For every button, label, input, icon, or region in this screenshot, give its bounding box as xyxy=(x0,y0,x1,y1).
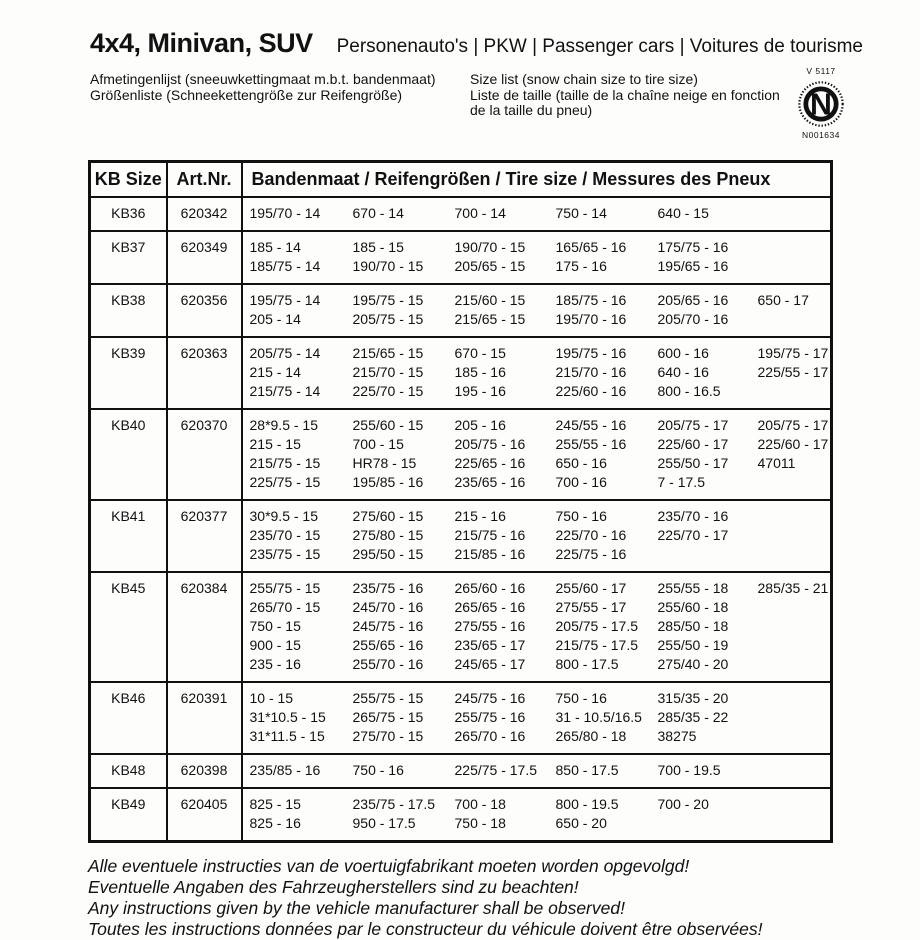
tire-size-value: 255/50 - 17 xyxy=(657,454,729,471)
tire-size-value: 235/70 - 16 xyxy=(657,507,729,524)
tire-size-value: 215/70 - 16 xyxy=(555,363,627,380)
tire-size-value: 190/70 - 15 xyxy=(454,238,526,255)
tire-size-value: 225/60 - 17 xyxy=(757,435,829,452)
tire-size-value: 195/65 - 16 xyxy=(657,257,729,274)
tire-size-value: 265/70 - 15 xyxy=(249,598,321,615)
tire-size-line xyxy=(250,291,831,310)
tire-sizes-cell xyxy=(242,409,832,500)
tire-size-value: 750 - 14 xyxy=(555,204,607,221)
tire-size-value: 185 - 15 xyxy=(352,238,404,255)
tire-size-value: 285/50 - 18 xyxy=(657,617,729,634)
tire-size-value: 950 - 17.5 xyxy=(352,814,416,831)
art-nr-cell: 620391 xyxy=(167,682,242,754)
art-nr-cell: 620349 xyxy=(167,231,242,284)
cert-code-bottom: N001634 xyxy=(801,130,840,140)
tire-size-value: 255/75 - 15 xyxy=(249,579,321,596)
table-row xyxy=(90,337,832,409)
table-row xyxy=(90,572,832,682)
tire-size-value: 225/60 - 17 xyxy=(657,435,729,452)
cert-code-top: V 5117 xyxy=(806,66,836,76)
table-row xyxy=(90,409,832,500)
art-nr-cell: 620356 xyxy=(167,284,242,337)
tire-size-value: 215 - 15 xyxy=(249,435,301,452)
tire-size-value: 255/75 - 15 xyxy=(352,689,424,706)
tire-size-value: 205 - 14 xyxy=(249,310,301,327)
kb-size-cell: KB48 xyxy=(90,754,167,788)
tire-size-value: 255/75 - 16 xyxy=(454,708,526,725)
description-line: Liste de taille (taille de la chaîne neige en fonction xyxy=(470,86,780,103)
kb-size-column-header: KB Size xyxy=(90,162,167,197)
tire-size-value: 205/70 - 16 xyxy=(657,310,729,327)
tire-size-line xyxy=(250,545,831,564)
tire-size-line xyxy=(250,795,831,814)
tire-size-value: 225/55 - 17 xyxy=(757,363,829,380)
art-nr-cell: 620342 xyxy=(167,197,242,231)
tire-size-value: 235/70 - 15 xyxy=(249,526,321,543)
tire-size-value: 175/75 - 16 xyxy=(657,238,729,255)
tire-size-value: 225/60 - 16 xyxy=(555,382,627,399)
tire-size-line xyxy=(250,435,831,454)
tire-size-line xyxy=(250,416,831,435)
tire-size-value: 750 - 16 xyxy=(555,507,607,524)
cert-mark-letter: N xyxy=(810,88,832,122)
table-header-row xyxy=(90,162,832,197)
tire-size-value: 245/75 - 16 xyxy=(352,617,424,634)
tire-size-value: 215/75 - 16 xyxy=(454,526,526,543)
tire-size-value: 7 - 17.5 xyxy=(657,473,705,490)
tire-size-value: 700 - 18 xyxy=(454,795,506,812)
tire-size-value: 285/35 - 21 xyxy=(757,579,829,596)
tire-size-value: 700 - 14 xyxy=(454,204,506,221)
tire-size-value: 205/75 - 16 xyxy=(454,435,526,452)
table-row xyxy=(90,231,832,284)
tire-size-value: 175 - 16 xyxy=(555,257,607,274)
tire-size-line xyxy=(250,761,831,780)
size-table xyxy=(88,160,833,843)
tire-size-value: 215/75 - 17.5 xyxy=(555,636,639,653)
kb-size-cell: KB39 xyxy=(90,337,167,409)
kb-size-cell: KB37 xyxy=(90,231,167,284)
tire-size-line xyxy=(250,507,831,526)
footer-note-line: Eventuelle Angaben des Fahrzeugherstellers sind zu beachten! xyxy=(88,876,579,897)
tire-size-value: 10 - 15 xyxy=(249,689,294,706)
tire-size-value: 195/70 - 14 xyxy=(249,204,321,221)
tire-sizes-cell xyxy=(242,682,832,754)
tire-size-value: 225/75 - 17.5 xyxy=(454,761,538,778)
tire-size-value: 275/55 - 16 xyxy=(454,617,526,634)
footer-notes xyxy=(88,856,920,940)
tire-size-value: 315/35 - 20 xyxy=(657,689,729,706)
table-row xyxy=(90,788,832,842)
kb-size-cell: KB46 xyxy=(90,682,167,754)
tire-size-value: 195/75 - 17 xyxy=(757,344,829,361)
tire-size-value: 750 - 16 xyxy=(352,761,404,778)
tire-size-line xyxy=(250,708,831,727)
art-nr-cell: 620384 xyxy=(167,572,242,682)
tire-size-value: 28*9.5 - 15 xyxy=(249,416,318,433)
kb-size-cell: KB40 xyxy=(90,409,167,500)
tire-size-value: 700 - 20 xyxy=(657,795,709,812)
tire-size-value: 825 - 16 xyxy=(249,814,301,831)
table-row xyxy=(90,197,832,231)
tire-size-value: 30*9.5 - 15 xyxy=(249,507,318,524)
tire-size-value: 195/75 - 14 xyxy=(249,291,321,308)
tire-size-value: 225/70 - 15 xyxy=(352,382,424,399)
tire-size-value: 215/60 - 15 xyxy=(454,291,526,308)
tire-size-line xyxy=(250,204,831,223)
tire-size-value: 700 - 19.5 xyxy=(657,761,721,778)
tire-size-value: 195/70 - 16 xyxy=(555,310,627,327)
tire-size-value: 700 - 15 xyxy=(352,435,404,452)
tire-sizes-cell xyxy=(242,231,832,284)
tire-size-value: 225/70 - 16 xyxy=(555,526,627,543)
description-line: Size list (snow chain size to tire size) xyxy=(470,71,698,87)
tire-size-value: 255/60 - 18 xyxy=(657,598,729,615)
tire-size-value: 750 - 18 xyxy=(454,814,506,831)
tire-size-value: 205/75 - 17 xyxy=(657,416,729,433)
tire-size-value: 640 - 16 xyxy=(657,363,709,380)
description-line: de la taille du pneu) xyxy=(470,102,593,118)
tire-size-value: 195/75 - 15 xyxy=(352,291,424,308)
tire-size-line xyxy=(250,238,831,257)
tire-size-value: 700 - 16 xyxy=(555,473,607,490)
tire-size-value: 235/65 - 16 xyxy=(454,473,526,490)
tire-size-value: 275/80 - 15 xyxy=(352,526,424,543)
tire-size-value: 650 - 17 xyxy=(757,291,809,308)
tire-size-value: 245/75 - 16 xyxy=(454,689,526,706)
tire-size-line xyxy=(250,617,831,636)
tire-size-value: 215/65 - 15 xyxy=(352,344,424,361)
tire-size-value: 215/85 - 16 xyxy=(454,545,526,562)
tire-size-line xyxy=(250,363,831,382)
tire-size-value: 670 - 14 xyxy=(352,204,404,221)
tire-size-value: 235 - 16 xyxy=(249,655,301,672)
page-subtitle: Personenauto's | PKW | Passenger cars | Voitures de tourisme xyxy=(336,36,863,57)
description-right xyxy=(470,72,788,141)
tire-size-value: 295/50 - 15 xyxy=(352,545,424,562)
tire-size-line xyxy=(250,598,831,617)
tire-sizes-cell xyxy=(242,572,832,682)
tire-size-line xyxy=(250,579,831,598)
kb-size-cell: KB36 xyxy=(90,197,167,231)
tire-sizes-cell xyxy=(242,337,832,409)
tire-size-value: 185 - 14 xyxy=(249,238,301,255)
tire-size-value: 800 - 19.5 xyxy=(555,795,619,812)
tire-size-value: 225/65 - 16 xyxy=(454,454,526,471)
tire-size-value: 800 - 16.5 xyxy=(657,382,721,399)
tire-size-value: 205/75 - 14 xyxy=(249,344,321,361)
tire-size-line xyxy=(250,727,831,746)
tire-size-value: 265/60 - 16 xyxy=(454,579,526,596)
tire-size-value: 225/75 - 15 xyxy=(249,473,321,490)
tire-size-value: 670 - 15 xyxy=(454,344,506,361)
tire-size-value: 215/75 - 14 xyxy=(249,382,321,399)
description-line: Größenliste (Schneekettengröße zur Reifengröße) xyxy=(90,86,403,103)
description-row xyxy=(90,66,920,141)
footer-note-line: Toutes les instructions données par le constructeur du véhicule doivent être observées! xyxy=(88,918,763,939)
description-left xyxy=(90,72,470,141)
tire-size-value: 245/55 - 16 xyxy=(555,416,627,433)
table-row xyxy=(90,500,832,572)
tire-size-value: 900 - 15 xyxy=(249,636,301,653)
tire-size-value: 31*10.5 - 15 xyxy=(249,708,326,725)
tire-size-value: 205 - 16 xyxy=(454,416,506,433)
description-line: Afmetingenlijst (sneeuwkettingmaat m.b.t. bandenmaat) xyxy=(90,71,436,87)
tire-size-value: 235/65 - 17 xyxy=(454,636,526,653)
tire-size-value: 215 - 14 xyxy=(249,363,301,380)
tire-size-value: 205/65 - 15 xyxy=(454,257,526,274)
tire-size-line xyxy=(250,636,831,655)
tire-size-value: 255/55 - 16 xyxy=(555,435,627,452)
certification-block xyxy=(790,66,852,141)
tire-size-value: 265/80 - 18 xyxy=(555,727,627,744)
tire-size-line xyxy=(250,526,831,545)
onorm-certification-mark-icon xyxy=(795,78,847,130)
tire-size-line xyxy=(250,689,831,708)
art-nr-cell: 620363 xyxy=(167,337,242,409)
tire-size-value: 215 - 16 xyxy=(454,507,506,524)
tire-size-value: 255/70 - 16 xyxy=(352,655,424,672)
tire-size-value: 215/70 - 15 xyxy=(352,363,424,380)
tire-size-line xyxy=(250,310,831,329)
tire-sizes-cell xyxy=(242,788,832,842)
table-row xyxy=(90,754,832,788)
tire-size-value: 275/60 - 15 xyxy=(352,507,424,524)
footer-note-line: Any instructions given by the vehicle manufacturer shall be observed! xyxy=(88,897,625,918)
tire-size-value: 235/75 - 15 xyxy=(249,545,321,562)
tire-size-value: 31*11.5 - 15 xyxy=(249,727,325,744)
art-nr-cell: 620398 xyxy=(167,754,242,788)
document-header xyxy=(90,28,863,59)
tire-size-line xyxy=(250,382,831,401)
tire-size-value: 195 - 16 xyxy=(454,382,506,399)
tire-size-line xyxy=(250,655,831,674)
tire-size-value: 245/70 - 16 xyxy=(352,598,424,615)
tire-size-value: 850 - 17.5 xyxy=(555,761,619,778)
tire-size-value: 255/65 - 16 xyxy=(352,636,424,653)
tire-size-value: 195/75 - 16 xyxy=(555,344,627,361)
tire-size-line xyxy=(250,344,831,363)
kb-size-cell: KB45 xyxy=(90,572,167,682)
tire-sizes-cell xyxy=(242,754,832,788)
tire-size-line xyxy=(250,257,831,276)
tire-size-value: 750 - 15 xyxy=(249,617,301,634)
tire-size-value: 47011 xyxy=(757,454,796,471)
tire-size-value: 275/70 - 15 xyxy=(352,727,424,744)
art-nr-cell: 620377 xyxy=(167,500,242,572)
tire-size-value: 265/75 - 15 xyxy=(352,708,424,725)
tire-size-value: 38275 xyxy=(657,727,697,744)
size-table-header xyxy=(90,162,832,197)
tire-size-value: 225/75 - 16 xyxy=(555,545,627,562)
footer-note-line: Alle eventuele instructies van de voertuigfabrikant moeten worden opgevolgd! xyxy=(88,855,690,876)
tire-size-value: 285/35 - 22 xyxy=(657,708,729,725)
tire-size-value: 205/65 - 16 xyxy=(657,291,729,308)
size-table-body xyxy=(90,197,832,842)
tire-size-value: 31 - 10.5/16.5 xyxy=(555,708,642,725)
page-title: 4x4, Minivan, SUV xyxy=(90,28,313,58)
tire-size-value: 800 - 17.5 xyxy=(555,655,619,672)
tire-sizes-column-header: Bandenmaat / Reifengrößen / Tire size / Messures des Pneux xyxy=(242,162,832,197)
kb-size-cell: KB41 xyxy=(90,500,167,572)
tire-size-value: 640 - 15 xyxy=(657,204,709,221)
kb-size-cell: KB49 xyxy=(90,788,167,842)
tire-size-value: 235/85 - 16 xyxy=(249,761,321,778)
tire-size-value: 205/75 - 17.5 xyxy=(555,617,639,634)
table-row xyxy=(90,682,832,754)
tire-size-value: 255/60 - 15 xyxy=(352,416,424,433)
tire-size-value: 825 - 15 xyxy=(249,795,301,812)
table-row xyxy=(90,284,832,337)
tire-size-value: 275/55 - 17 xyxy=(555,598,627,615)
tire-size-value: 265/65 - 16 xyxy=(454,598,526,615)
tire-size-value: 215/75 - 15 xyxy=(249,454,321,471)
tire-size-value: 205/75 - 17 xyxy=(757,416,829,433)
tire-sizes-cell xyxy=(242,197,832,231)
tire-size-value: 235/75 - 16 xyxy=(352,579,424,596)
art-nr-column-header: Art.Nr. xyxy=(167,162,242,197)
tire-size-line xyxy=(250,454,831,473)
tire-size-value: 190/70 - 15 xyxy=(352,257,424,274)
art-nr-cell: 620370 xyxy=(167,409,242,500)
tire-size-value: 195/85 - 16 xyxy=(352,473,424,490)
tire-size-value: 255/60 - 17 xyxy=(555,579,627,596)
tire-sizes-cell xyxy=(242,284,832,337)
tire-size-value: 185/75 - 16 xyxy=(555,291,627,308)
tire-size-value: 215/65 - 15 xyxy=(454,310,526,327)
tire-sizes-cell xyxy=(242,500,832,572)
tire-size-line xyxy=(250,473,831,492)
tire-size-value: 750 - 16 xyxy=(555,689,607,706)
tire-size-value: 185/75 - 14 xyxy=(249,257,321,274)
tire-size-value: 165/65 - 16 xyxy=(555,238,627,255)
tire-size-value: 255/55 - 18 xyxy=(657,579,729,596)
tire-size-value: HR78 - 15 xyxy=(352,454,417,471)
kb-size-cell: KB38 xyxy=(90,284,167,337)
tire-size-value: 265/70 - 16 xyxy=(454,727,526,744)
tire-size-line xyxy=(250,814,831,833)
tire-size-value: 185 - 16 xyxy=(454,363,506,380)
tire-size-value: 650 - 16 xyxy=(555,454,607,471)
tire-size-value: 600 - 16 xyxy=(657,344,709,361)
tire-size-value: 650 - 20 xyxy=(555,814,607,831)
tire-size-value: 275/40 - 20 xyxy=(657,655,729,672)
tire-size-value: 245/65 - 17 xyxy=(454,655,526,672)
tire-size-value: 255/50 - 19 xyxy=(657,636,729,653)
art-nr-cell: 620405 xyxy=(167,788,242,842)
tire-size-value: 235/75 - 17.5 xyxy=(352,795,436,812)
tire-size-value: 205/75 - 15 xyxy=(352,310,424,327)
tire-size-value: 225/70 - 17 xyxy=(657,526,729,543)
